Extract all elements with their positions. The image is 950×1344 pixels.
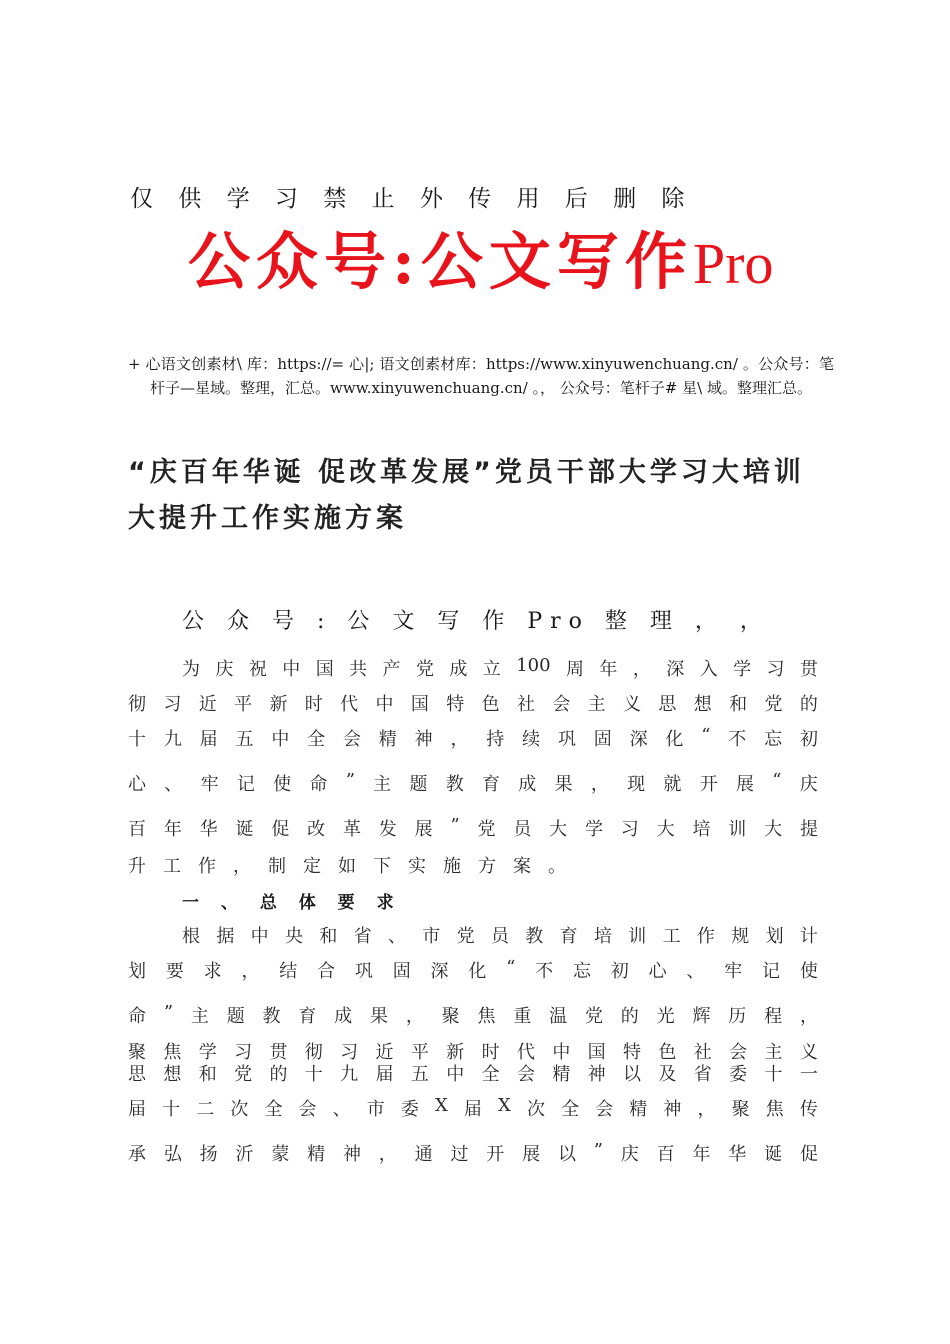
banner-suffix: Pro — [692, 231, 774, 296]
text-line: 思 想 和 党 的 十 九 届 五 中 全 会 精 神 以 及 省 委 十 一 — [128, 1064, 818, 1085]
text-line: 根 据 中 央 和 省 、 市 党 员 教 育 培 训 工 作 规 划 计 — [182, 926, 818, 947]
text-line: 为 庆 祝 中 国 共 产 党 成 立 100 周 年 ， 深 入 学 习 贯 — [182, 655, 818, 680]
text-line: 百 年 华 诞 促 改 革 发 展 ” 党 员 大 学 习 大 培 训 大 提 — [128, 815, 818, 840]
usage-notice: 仅 供 学 习 禁 止 外 传 用 后 删 除 — [130, 186, 694, 212]
watermark-banner — [188, 222, 773, 304]
text-line: 升 工 作 ， 制 定 如 下 实 施 方 案 。 — [128, 856, 566, 877]
text-line: 心 、 牢 记 使 命 ” 主 题 教 育 成 果 ， 现 就 开 展 “ 庆 — [128, 770, 818, 795]
text-line: 聚 焦 学 习 贯 彻 习 近 平 新 时 代 中 国 特 色 社 会 主 义 — [128, 1042, 818, 1063]
text-line: 承 弘 扬 沂 蒙 精 神 ， 通 过 开 展 以 ” 庆 百 年 华 诞 促 — [128, 1140, 818, 1165]
text-line: 十 九 届 五 中 全 会 精 神 ， 持 续 巩 固 深 化 “ 不 忘 初 — [128, 725, 818, 750]
subtitle: 公 众 号 : 公 文 写 作 Pro 整 理 ， ， — [182, 609, 770, 634]
banner-prefix: 公众号:公文写作 — [188, 225, 693, 298]
text-line: 届 十 二 次 全 会 、 市 委 X 届 X 次 全 会 精 神 ， 聚 焦 传 — [128, 1095, 818, 1120]
text-line: 彻 习 近 平 新 时 代 中 国 特 色 社 会 主 义 思 想 和 党 的 — [128, 694, 818, 715]
text-line: 命 ” 主 题 教 育 成 果 ， 聚 焦 重 温 党 的 光 辉 历 程 ， — [128, 1002, 818, 1027]
source-note: + 心语文创素材\ 库：https://= 心|; 语文创素材库：https://www.xinyuwenchuang.cn/ 。公众号：笔杆子—星域。整理，汇总。www.xinyuwenchuang.cn/ 。， 公众号：笔杆子# 星\ 域。整理汇总。 — [128, 355, 834, 397]
text-line: 划 要 求 ， 结 合 巩 固 深 化 “ 不 忘 初 心 、 牢 记 使 — [128, 957, 818, 982]
section-heading: 一 、 总 体 要 求 — [182, 893, 394, 913]
document-title: “庆百年华诞 促改革发展”党员干部大学习大培训大提升工作实施方案 — [128, 457, 805, 534]
